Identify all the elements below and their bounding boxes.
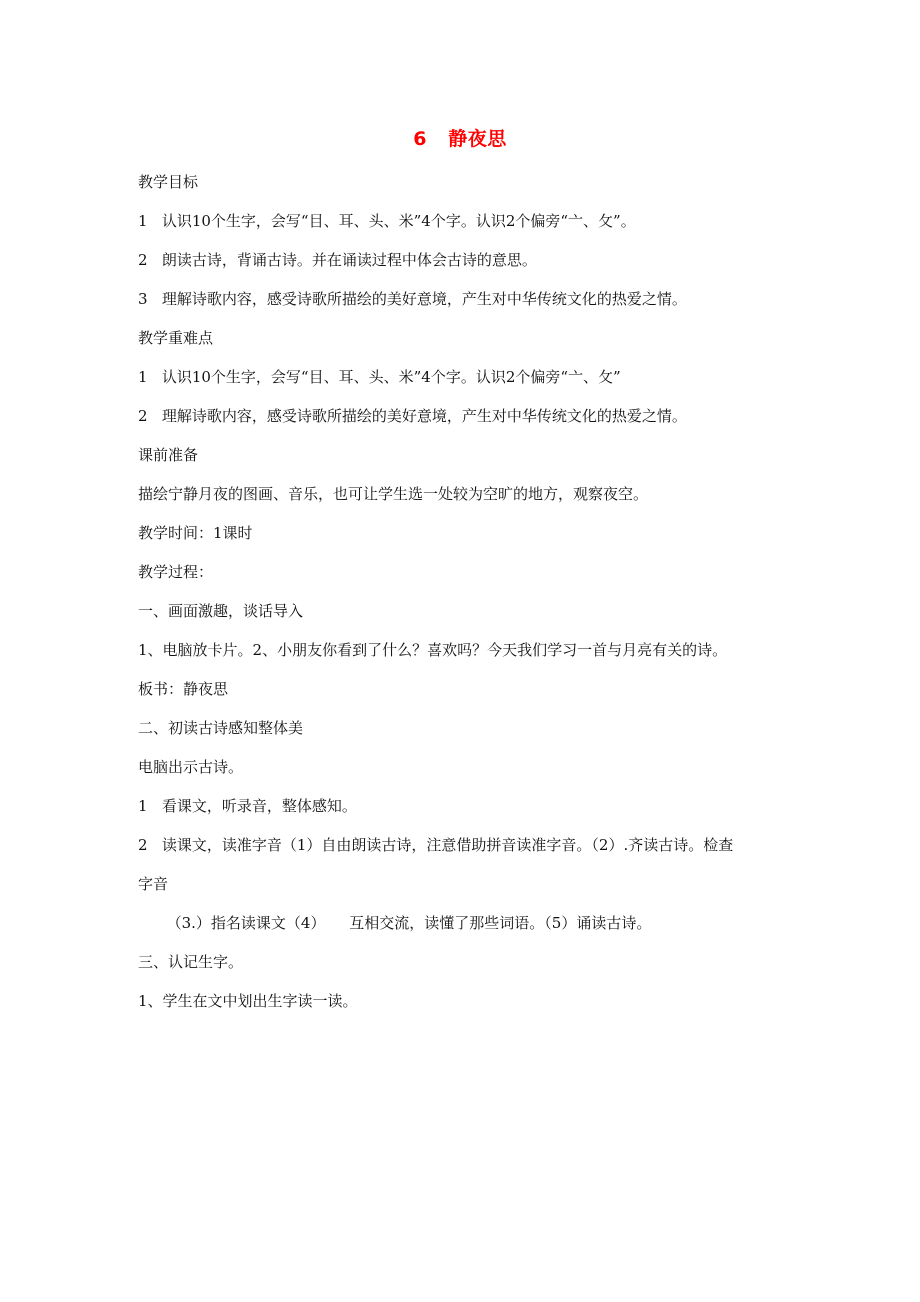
key-point-item-2: 2 理解诗歌内容，感受诗歌所描绘的美好意境，产生对中华传统文化的热爱之情。 xyxy=(138,407,687,425)
blackboard-text: 板书：静夜思 xyxy=(138,680,229,698)
preparation-text: 描绘宁静月夜的图画、音乐，也可让学生选一处较为空旷的地方，观察夜空。 xyxy=(138,485,649,503)
objective-item-3: 3 理解诗歌内容，感受诗歌所描绘的美好意境，产生对中华传统文化的热爱之情。 xyxy=(138,290,687,308)
process-step-2-intro: 电脑出示古诗。 xyxy=(138,758,244,776)
process-step-3-item-1: 1、学生在文中划出生字读一读。 xyxy=(138,992,358,1010)
process-step-2-item-3: （3.）指名读课文（4） 互相交流，读懂了那些词语。（5）诵读古诗。 xyxy=(138,914,652,932)
section-heading-process: 教学过程： xyxy=(138,563,214,581)
objective-item-2: 2 朗读古诗，背诵古诗。并在诵读过程中体会古诗的意思。 xyxy=(138,251,537,269)
process-step-3-heading: 三、认记生字。 xyxy=(138,953,244,971)
process-step-1-heading: 一、画面激趣，谈话导入 xyxy=(138,602,304,620)
process-step-2-item-2: 2 读课文，读准字音（1）自由朗读古诗，注意借助拼音读准字音。（2）.齐读古诗。检查 xyxy=(138,836,734,854)
process-step-2-item-1: 1 看课文，听录音，整体感知。 xyxy=(138,797,357,815)
teaching-time: 教学时间：1课时 xyxy=(138,524,253,542)
key-point-item-1: 1 认识10个生字，会写“目、耳、头、米”4个字。认识2个偏旁“亠、攵” xyxy=(138,368,621,386)
section-heading-key-points: 教学重难点 xyxy=(138,329,214,347)
section-heading-objectives: 教学目标 xyxy=(138,173,199,191)
process-step-2-item-2-cont: 字音 xyxy=(138,875,169,893)
page-title: 6 静夜思 xyxy=(413,128,507,150)
objective-item-1: 1 认识10个生字，会写“目、耳、头、米”4个字。认识2个偏旁“亠、攵”。 xyxy=(138,212,636,230)
process-step-2-heading: 二、初读古诗感知整体美 xyxy=(138,719,304,737)
section-heading-preparation: 课前准备 xyxy=(138,446,199,464)
process-step-1-text: 1、电脑放卡片。2、小朋友你看到了什么？喜欢吗？今天我们学习一首与月亮有关的诗。 xyxy=(138,641,728,659)
